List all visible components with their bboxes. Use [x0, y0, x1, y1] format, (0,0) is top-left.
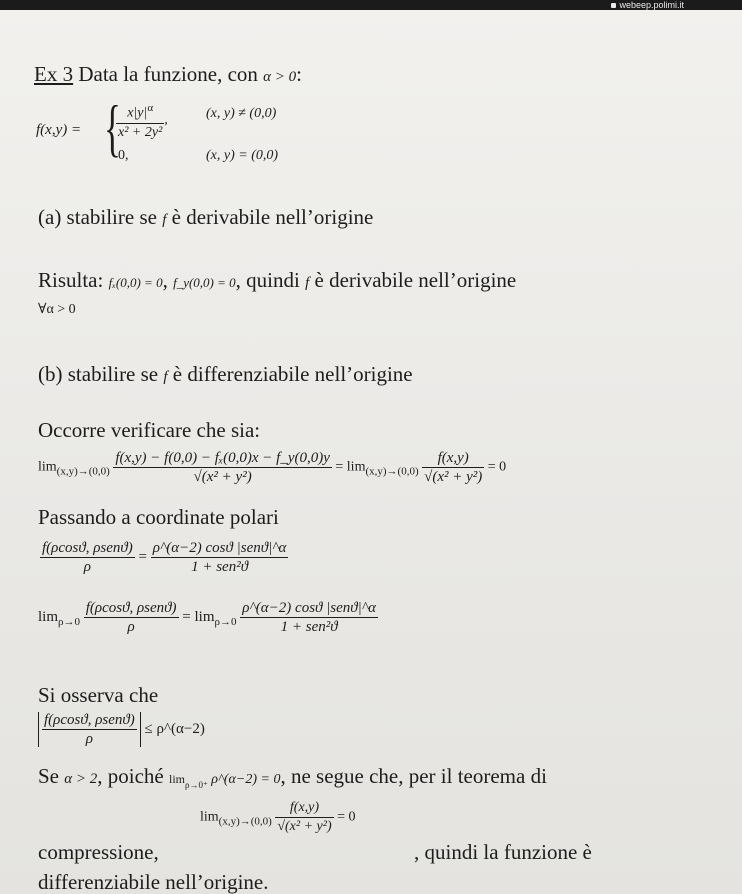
part-b-heading: [38, 362, 413, 389]
se-expr: ρ^(α−2) = 0: [211, 772, 281, 787]
lock-icon: [611, 3, 616, 8]
url-text: webeep.polimi.it: [619, 0, 684, 10]
limit1-eq: =: [335, 459, 344, 475]
polar1-denominator: ρ: [83, 559, 91, 575]
limit1-numerator2: f(x,y): [422, 450, 484, 468]
polar1-numerator2: ρ^(α−2) cosϑ |senϑ|^α: [152, 540, 287, 556]
ineq-rhs: ≤ ρ^(α−2): [144, 720, 205, 737]
part-b-rest: è differenziabile nell’origine: [167, 362, 413, 386]
alpha-condition: α > 0: [263, 69, 297, 85]
polar2-lim-sub: ρ→0: [58, 615, 81, 628]
part-a-heading: [38, 205, 373, 232]
polar2-lim2-sub: ρ→0: [214, 615, 237, 628]
exercise-number: Ex 3: [34, 62, 74, 86]
case2-value: 0,: [118, 148, 129, 163]
lim-1: lim: [38, 459, 57, 475]
polar2-numerator: f(ρcosϑ, ρsenϑ): [85, 600, 177, 616]
part-a-f: f: [162, 212, 167, 228]
exercise-title: [34, 62, 302, 86]
forall-alpha: ∀α > 0: [38, 302, 76, 317]
compressione-limit: [200, 800, 356, 835]
polar1-eq: =: [138, 548, 147, 565]
function-numerator: x|y|: [127, 105, 148, 121]
risulta-rest: , quindi: [235, 268, 306, 292]
polar2-numerator2: ρ^(α−2) cosϑ |senϑ|^α: [242, 600, 376, 616]
compr-numerator: f(x,y): [275, 800, 333, 818]
fy-value: f_y(0,0) = 0: [173, 275, 236, 290]
polar2-denominator: ρ: [127, 619, 135, 635]
url-label: [611, 0, 684, 10]
lim-2: lim: [346, 459, 366, 475]
compr-lim-sub: (x,y)→(0,0): [218, 815, 272, 828]
ineq-denominator: ρ: [85, 731, 93, 747]
part-a-rest: è derivabile nell’origine: [166, 205, 374, 229]
se-lim: lim: [168, 772, 185, 786]
piecewise-fraction: $\frac{x|y|^\alpha}{\text{x² + 2y²}}$ ,: [118, 102, 168, 140]
polar2-eq: =: [182, 608, 191, 625]
polari-text: Passando a coordinate polari: [38, 505, 279, 529]
occorre-text: Occorre verificare che sia:: [38, 418, 261, 442]
polar2-lim2: lim: [194, 608, 215, 625]
lim-2-sub: (x,y)→(0,0): [365, 465, 419, 478]
function-denominator: x² + 2y²: [118, 124, 163, 140]
se-rest: , ne segue che, per il teorema di: [280, 764, 547, 788]
part-a-label: (a) stabilire se: [38, 205, 163, 229]
compr-denominator: √(x² + y²): [277, 819, 332, 834]
risulta-line: Risulta: fₓ(0,0) = 0, f_y(0,0) = 0, quindi f è derivabile nell’origine: [38, 268, 517, 292]
limit1-denominator2: √(x² + y²): [424, 469, 483, 485]
polar2-lim: lim: [38, 608, 59, 625]
part-b-label: (b) stabilire se: [38, 362, 164, 386]
se-condition: α > 2: [64, 771, 98, 787]
se-line: [38, 764, 547, 797]
limit-line-1: [38, 450, 506, 485]
limit1-denominator: √(x² + y²): [193, 469, 252, 485]
title-colon: :: [296, 62, 303, 86]
se-word: Se: [38, 764, 65, 788]
limit1-numerator: f(x,y) − f(0,0) − fₓ(0,0)x − f_y(0,0)y: [115, 450, 330, 466]
piecewise-brace: {: [104, 92, 121, 163]
polar2-denominator2: 1 + sen²ϑ: [280, 619, 338, 635]
function-exponent: α: [147, 102, 154, 114]
inequality: [38, 712, 205, 747]
polar-eq-1: [40, 540, 288, 575]
risulta-f: f: [305, 275, 310, 291]
polar1-numerator: f(ρcosϑ, ρsenϑ): [42, 540, 133, 556]
last-line: differenziabile nell’origine.: [38, 870, 269, 894]
se-lim-sub: ρ→0⁺: [185, 780, 208, 791]
osserva-text: Si osserva che: [38, 683, 159, 707]
polar1-denominator2: 1 + sen²ϑ: [191, 559, 249, 575]
browser-top-bar: [0, 0, 742, 10]
polar-eq-2: [38, 600, 378, 635]
risulta-label: Risulta:: [38, 268, 109, 292]
part-b-f: f: [163, 369, 168, 385]
exercise-intro: Data la funzione, con: [73, 62, 264, 86]
lim-1-sub: (x,y)→(0,0): [56, 465, 110, 478]
function-lhs: f(x,y) =: [36, 122, 82, 138]
poiche-word: , poiché: [97, 764, 169, 788]
risulta-rest2: è derivabile nell’origine: [309, 268, 517, 292]
ineq-numerator: f(ρcosϑ, ρsenϑ): [44, 712, 135, 728]
compr-lim: lim: [200, 809, 219, 825]
compressione-word: compressione,: [38, 840, 159, 864]
limit1-eq2: = 0: [487, 459, 507, 475]
case2-condition: (x, y) = (0,0): [206, 148, 279, 163]
compr-eq: = 0: [337, 809, 356, 825]
compressione-rest: , quindi la funzione è: [414, 840, 592, 864]
fx-value: fₓ(0,0) = 0: [108, 275, 163, 290]
case1-condition: (x, y) ≠ (0,0): [206, 106, 277, 121]
